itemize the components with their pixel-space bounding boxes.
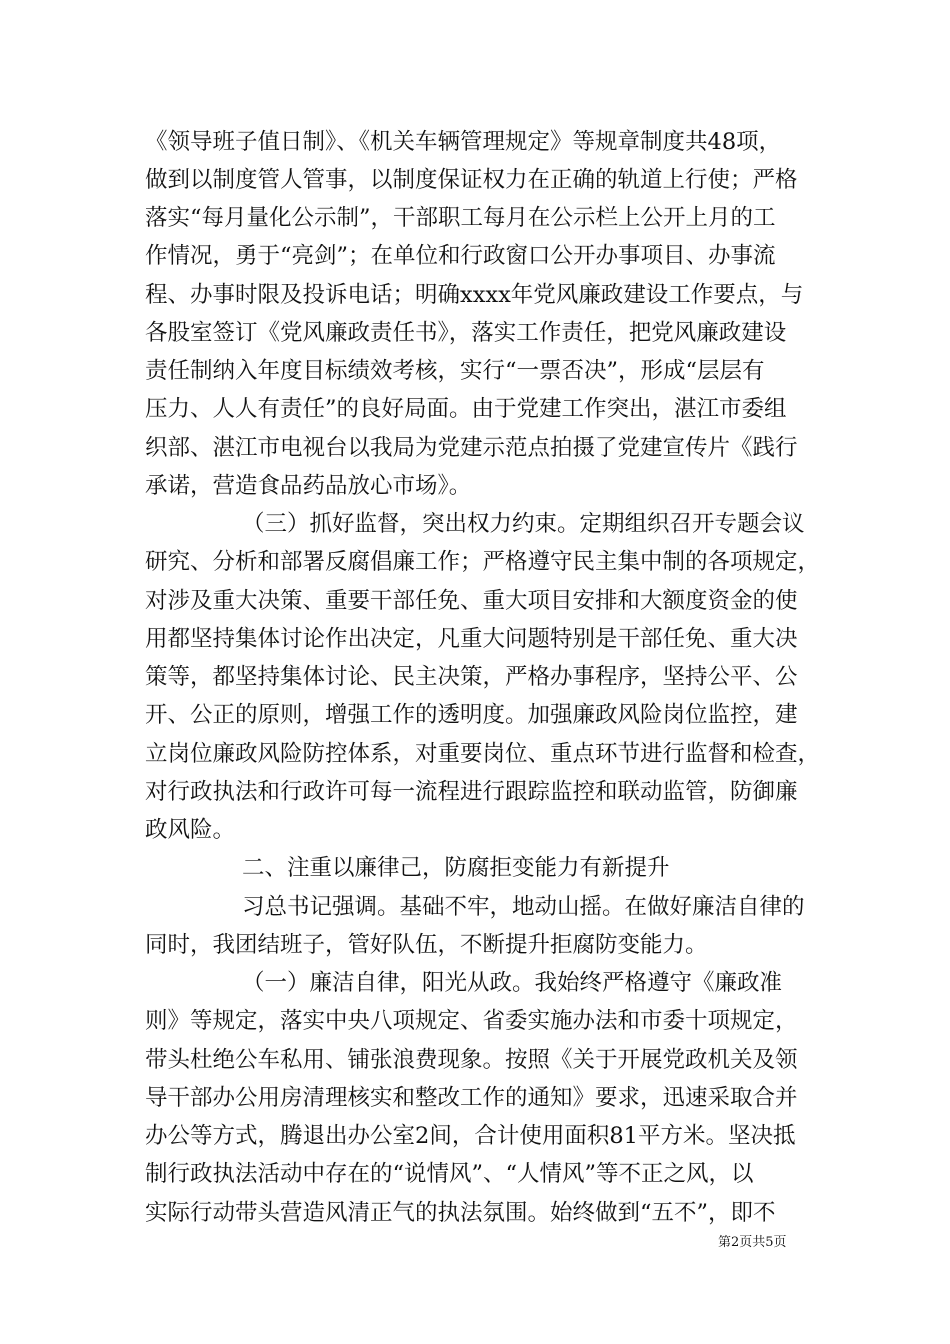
text-line: 政风险。 [145, 817, 236, 843]
text-line: 对行政执法和行政许可每一流程进行跟踪监控和联动监管，防御廉 [145, 779, 798, 805]
text-line: 《领导班子值日制》、《机关车辆管理规定》等规章制度共48项， [145, 129, 782, 155]
text-line: 开、公正的原则，增强工作的透明度。加强廉政风险岗位监控，建 [145, 702, 798, 728]
paragraph-first-line: 习总书记强调。基础不牢，地动山摇。在做好廉洁自律的 [242, 894, 805, 920]
page-number: 第2页共5页 [718, 1235, 787, 1250]
text-line: 织部、湛江市电视台以我局为党建示范点拍摄了党建宣传片《践行 [145, 435, 798, 461]
text-line: 用都坚持集体讨论作出决定，凡重大问题特别是干部任免、重大决 [145, 626, 798, 652]
page-footer [0, 1233, 950, 1253]
text-line: 则》等规定，落实中央八项规定、省委实施办法和市委十项规定， [145, 1008, 798, 1034]
text-line: 立岗位廉政风险防控体系，对重要岗位、重点环节进行监督和检查， [145, 741, 821, 767]
text-line: 带头杜绝公车私用、铺张浪费现象。按照《关于开展党政机关及领 [145, 1047, 798, 1073]
text-line: 策等，都坚持集体讨论、民主决策，严格办事程序，坚持公平、公 [145, 664, 798, 690]
text-line: 制行政执法活动中存在的“说情风”、“人情风”等不正之风，以 [145, 1161, 754, 1187]
text-line: 程、办事时限及投诉电话；明确xxxx年党风廉政建设工作要点，与 [145, 282, 804, 308]
text-line: 同时，我团结班子，管好队伍，不断提升拒腐防变能力。 [145, 932, 708, 958]
text-line: 承诺，营造食品药品放心市场》。 [145, 473, 472, 499]
text-line: 压力、人人有责任”的良好局面。由于党建工作突出，湛江市委组 [145, 396, 787, 422]
section-heading: 二、注重以廉律己，防腐拒变能力有新提升 [242, 855, 670, 881]
text-line: 办公等方式，腾退出办公室2间，合计使用面积81平方米。坚决抵 [145, 1123, 796, 1149]
text-line: 研究、分析和部署反腐倡廉工作；严格遵守民主集中制的各项规定， [145, 549, 821, 575]
text-line: 责任制纳入年度目标绩效考核，实行“一票否决”，形成“层层有 [145, 358, 765, 384]
section-heading-line: （三）抓好监督，突出权力约束。定期组织召开专题会议 [242, 511, 805, 537]
subsection-heading-line: （一）廉洁自律，阳光从政。我始终严格遵守《廉政准 [242, 970, 783, 996]
text-line: 实际行动带头营造风清正气的执法氛围。始终做到“五不”，即不 [145, 1200, 776, 1226]
text-line: 作情况，勇于“亮剑”；在单位和行政窗口公开办事项目、办事流 [145, 243, 776, 269]
text-line: 对涉及重大决策、重要干部任免、重大项目安排和大额度资金的使 [145, 588, 798, 614]
text-line: 导干部办公用房清理核实和整改工作的通知》要求，迅速采取合并 [145, 1085, 798, 1111]
text-line: 各股室签订《党风廉政责任书》，落实工作责任，把党风廉政建设 [145, 320, 787, 346]
text-line: 落实“每月量化公示制”，干部职工每月在公示栏上公开上月的工 [145, 205, 776, 231]
text-line: 做到以制度管人管事，以制度保证权力在正确的轨道上行使；严格 [145, 167, 798, 193]
